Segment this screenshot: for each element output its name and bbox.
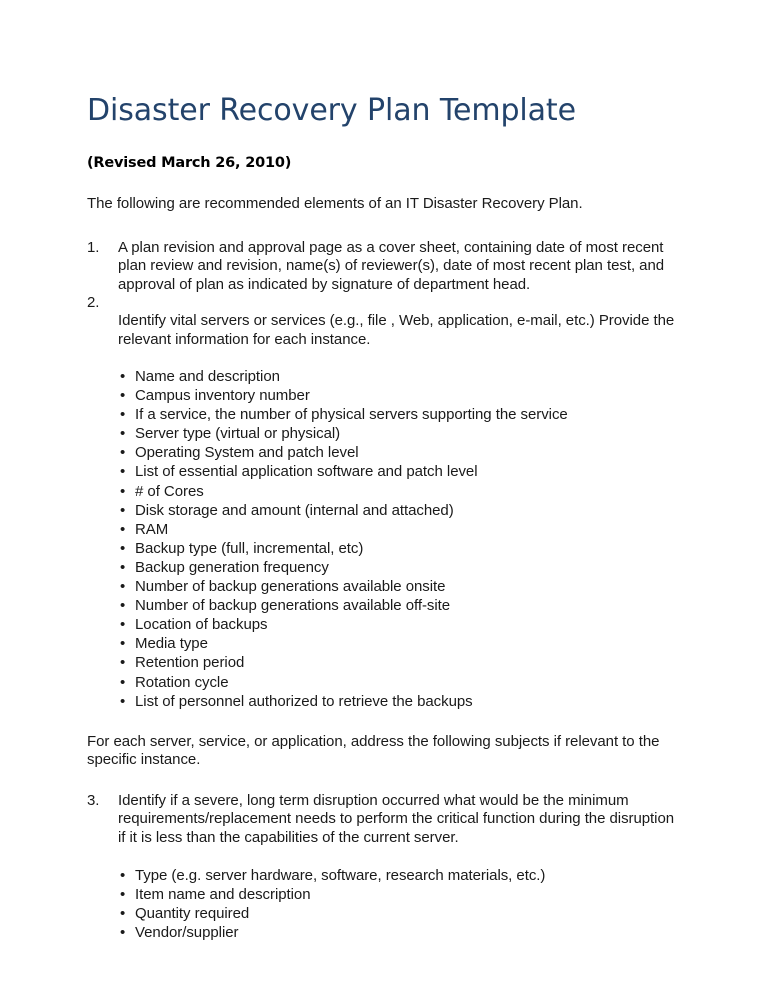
- list-item: [87, 634, 679, 653]
- list-item-text: Type (e.g. server hardware, software, research materials, etc.): [135, 867, 546, 885]
- list-item: [87, 653, 679, 672]
- list-item-text: Identify vital servers or services (e.g., file , Web, application, e-mail, etc.) Provide the relevant information for each instance.: [118, 312, 675, 348]
- list-item-text: RAM: [135, 520, 169, 538]
- list-item-text: # of Cores: [135, 482, 204, 500]
- list-item-text: Rotation cycle: [135, 673, 229, 691]
- page-title: Disaster Recovery Plan Template: [87, 93, 576, 128]
- list-item: [87, 904, 679, 923]
- numbered-list-item: [87, 792, 679, 848]
- numbered-list-item: [87, 239, 679, 295]
- bullet-icon: •: [120, 597, 126, 615]
- list-item: [87, 386, 679, 405]
- document-content: [87, 0, 679, 943]
- list-item-text: Number of backup generations available onsite: [135, 578, 446, 596]
- list-item: [87, 577, 679, 596]
- bullet-icon: •: [120, 692, 126, 710]
- list-item: [87, 558, 679, 577]
- list-item-text: Number of backup generations available off-site: [135, 597, 451, 615]
- list-item-text: Name and description: [135, 368, 280, 385]
- bullet-icon: •: [120, 578, 126, 596]
- bullet-icon: •: [120, 905, 126, 923]
- list-item-text: Operating System and patch level: [135, 444, 359, 462]
- bullet-list-server-details: [87, 349, 679, 711]
- bullet-icon: •: [120, 886, 126, 904]
- bullet-icon: •: [120, 444, 126, 462]
- list-item-text: Media type: [135, 635, 208, 653]
- list-marker: 1.: [87, 238, 100, 256]
- list-item-text: Server type (virtual or physical): [135, 425, 341, 443]
- list-item-text: Quantity required: [135, 905, 250, 923]
- bullet-icon: •: [120, 924, 126, 942]
- list-item-text: Campus inventory number: [135, 387, 310, 405]
- list-item: [87, 596, 679, 615]
- list-item: [87, 615, 679, 634]
- bullet-list-replacement-needs: [87, 847, 679, 942]
- intro-paragraph: The following are recommended elements of an IT Disaster Recovery Plan.: [87, 195, 583, 212]
- mid-paragraph: For each server, service, or application, address the following subjects if relevant to the specific instance.: [87, 732, 660, 769]
- bullet-icon: •: [120, 673, 126, 691]
- list-item-text: Item name and description: [135, 886, 311, 904]
- bullet-icon: •: [120, 616, 126, 634]
- list-item: [87, 539, 679, 558]
- list-item-text: Location of backups: [135, 616, 268, 634]
- bullet-icon: •: [120, 482, 126, 500]
- list-item-text: List of essential application software and patch level: [135, 463, 478, 481]
- list-marker: 2.: [87, 294, 100, 311]
- list-item: [87, 462, 679, 481]
- bullet-icon: •: [120, 368, 126, 385]
- list-item: [87, 443, 679, 462]
- list-item-text: Backup generation frequency: [135, 558, 329, 576]
- list-item: [87, 692, 679, 711]
- bullet-icon: •: [120, 406, 126, 424]
- list-item: [87, 885, 679, 904]
- list-item: [87, 923, 679, 942]
- numbered-list-item: [87, 294, 679, 349]
- list-item: [87, 367, 679, 386]
- list-item-text: Disk storage and amount (internal and attached): [135, 501, 454, 519]
- list-item: [87, 424, 679, 443]
- list-marker: 3.: [87, 791, 100, 809]
- bullet-icon: •: [120, 539, 126, 557]
- bullet-icon: •: [120, 463, 126, 481]
- revision-date-line: (Revised March 26, 2010): [87, 155, 292, 171]
- list-item-text: A plan revision and approval page as a cover sheet, containing date of most recent plan review and revision, name(s) of reviewer(s), date of most recent plan test, and approval of plan as indicated by signature of department head.: [118, 238, 665, 293]
- bullet-icon: •: [120, 867, 126, 885]
- bullet-icon: •: [120, 425, 126, 443]
- list-item-text: Identify if a severe, long term disruption occurred what would be the minimum requirements/replacement needs to perform the critical function during the disruption if it is less than the capabilities of the current server.: [118, 791, 675, 846]
- list-item-text: If a service, the number of physical servers supporting the service: [135, 406, 568, 424]
- bullet-icon: •: [120, 387, 126, 405]
- list-item-text: Vendor/supplier: [135, 924, 239, 942]
- bullet-icon: •: [120, 654, 126, 672]
- list-item-text: Backup type (full, incremental, etc): [135, 539, 364, 557]
- list-item: [87, 482, 679, 501]
- bullet-icon: •: [120, 520, 126, 538]
- numbered-list-bottom: [87, 770, 679, 848]
- numbered-list-top: [87, 214, 679, 350]
- list-item: [87, 866, 679, 885]
- bullet-icon: •: [120, 501, 126, 519]
- bullet-icon: •: [120, 635, 126, 653]
- list-item: [87, 520, 679, 539]
- list-item-text: Retention period: [135, 654, 245, 672]
- list-item: [87, 405, 679, 424]
- list-item-text: List of personnel authorized to retrieve the backups: [135, 692, 473, 710]
- list-item: [87, 501, 679, 520]
- bullet-icon: •: [120, 558, 126, 576]
- list-item: [87, 673, 679, 692]
